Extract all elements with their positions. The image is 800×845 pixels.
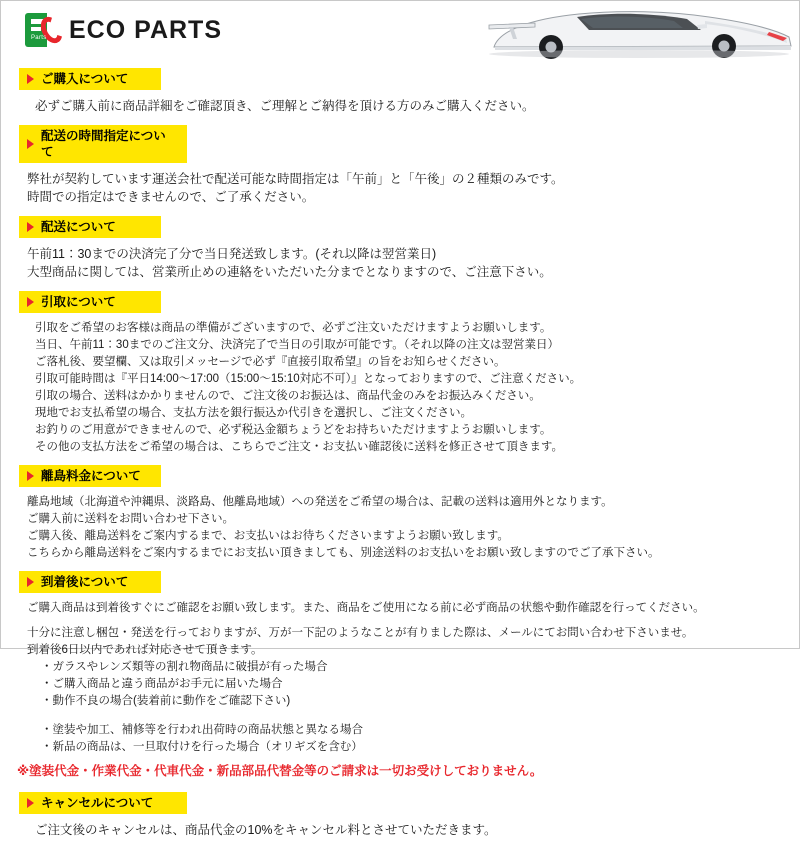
page-header — [1, 1, 799, 59]
section-line-bullet: ・ご購入商品と違う商品がお手元に届いた場合 — [41, 677, 283, 690]
section-line: 弊社が契約しています運送会社で配送可能な時間指定は「午前」と「午後」の２種類のみです。 — [27, 171, 564, 186]
section-pickup — [1, 291, 799, 456]
section-line: 引取可能時間は『平日14:00〜17:00（15:00〜15:10対応不可）』となっておりますので、ご注意ください。 — [35, 372, 582, 385]
section-line-bullet-warning: ・新品の商品は、一旦取付けを行った場合（オリギズを含む） — [41, 740, 363, 753]
section-line: 離島地域（北海道や沖縄県、淡路島、他離島地域）への発送をご希望の場合は、記載の送料は適用外となります。 — [27, 495, 613, 508]
page-content — [1, 68, 799, 845]
section-line: ご購入後、離島送料をご案内するまで、お支払いはお待ちくださいますようお願い致します。 — [27, 529, 509, 542]
section-line: 引取の場合、送料はかかりませんので、ご注文後のお振込は、商品代金のみをお振込みください。 — [35, 389, 541, 402]
section-delivery — [1, 216, 799, 282]
section-arrival — [1, 571, 799, 756]
section-line-bullet-warning: ・塗装や加工、補修等を行われ出荷時の商品状態と異なる場合 — [41, 723, 363, 736]
section-remote-area-fee — [1, 465, 799, 562]
section-line: 引取をご希望のお客様は商品の準備がございますので、必ずご注文いただけますようお願いします。 — [35, 321, 552, 334]
global-notice: ※塗装代金・作業代金・代車代金・新品部品代替金等のご請求は一切お受けしておりません。 — [17, 763, 543, 778]
section-heading: キャンセルについて — [19, 792, 187, 814]
section-line-bullet: ・動作不良の場合(装着前に動作をご確認下さい) — [41, 694, 291, 707]
section-line: ご購入商品は到着後すぐにご確認をお願い致します。また、商品をご使用になる前に必ず商品の状態や動作確認を行ってください。 — [27, 601, 705, 614]
section-line: 必ずご購入前に商品詳細をご確認頂き、ご理解とご納得を頂ける方のみご購入ください。 — [35, 99, 535, 113]
section-line: ご購入前に送料をお問い合わせ下さい。 — [27, 512, 234, 525]
section-delivery-time — [1, 125, 799, 207]
section-line: 現地でお支払希望の場合、支払方法を銀行振込か代引きを選択し、ご注文ください。 — [35, 406, 472, 419]
logo-sub-text: Parts — [31, 35, 47, 41]
section-line: お釣りのご用意ができませんので、必ず税込金額ちょうどをお持ちいただけますようお願いします。 — [35, 423, 552, 436]
section-heading: 配送について — [19, 216, 161, 238]
section-heading: 引取について — [19, 291, 161, 313]
section-line: その他の支払方法をご希望の場合は、こちらでご注文・お支払い確認後に送料を修正させて頂きます。 — [35, 440, 563, 453]
section-line: ご注文後のキャンセルは、商品代金の10%をキャンセル料とさせていただきます。 — [35, 822, 497, 837]
section-line: 時間での指定はできませんので、ご了承ください。 — [27, 190, 315, 204]
section-line-warning: 到着後6日以内であれば対応させて頂きます。 — [27, 643, 263, 656]
section-heading: 配送の時間指定について — [19, 125, 187, 163]
white-sports-car-illustration — [469, 1, 799, 59]
section-cancel — [1, 792, 799, 840]
section-purchase — [1, 68, 799, 116]
section-line-bullet: ・ガラスやレンズ類等の割れ物商品に破損が有った場合 — [41, 660, 328, 673]
section-heading: 離島料金について — [19, 465, 161, 487]
section-line: 午前11：30までの決済完了分で当日発送致します。(それ以降は翌営業日) — [27, 246, 437, 261]
section-heading: ご購入について — [19, 68, 161, 90]
section-line: 十分に注意し梱包・発送を行っておりますが、万が一下記のようなことが有りました際は、メールにてお問い合わせ下さいませ。 — [27, 626, 694, 639]
section-line: 当日、午前11：30までのご注文分、決済完了で当日の引取が可能です。（それ以降の注文は翌営業日） — [35, 338, 560, 351]
section-line: 大型商品に関しては、営業所止めの連絡をいただいた分までとなりますので、ご注意下さい。 — [27, 265, 552, 279]
section-line: こちらから離島送料をご案内するまでにお支払い頂きましても、別途送料のお支払いをお願い致しますのでご了承下さい。 — [27, 546, 660, 559]
section-heading: 到着後について — [19, 571, 161, 593]
eco-parts-logo-icon — [25, 13, 61, 47]
section-line: ご落札後、要望欄、又は取引メッセージで必ず『直接引取希望』の旨をお知らせください。 — [35, 355, 506, 368]
brand-name: ECO PARTS — [69, 16, 222, 44]
